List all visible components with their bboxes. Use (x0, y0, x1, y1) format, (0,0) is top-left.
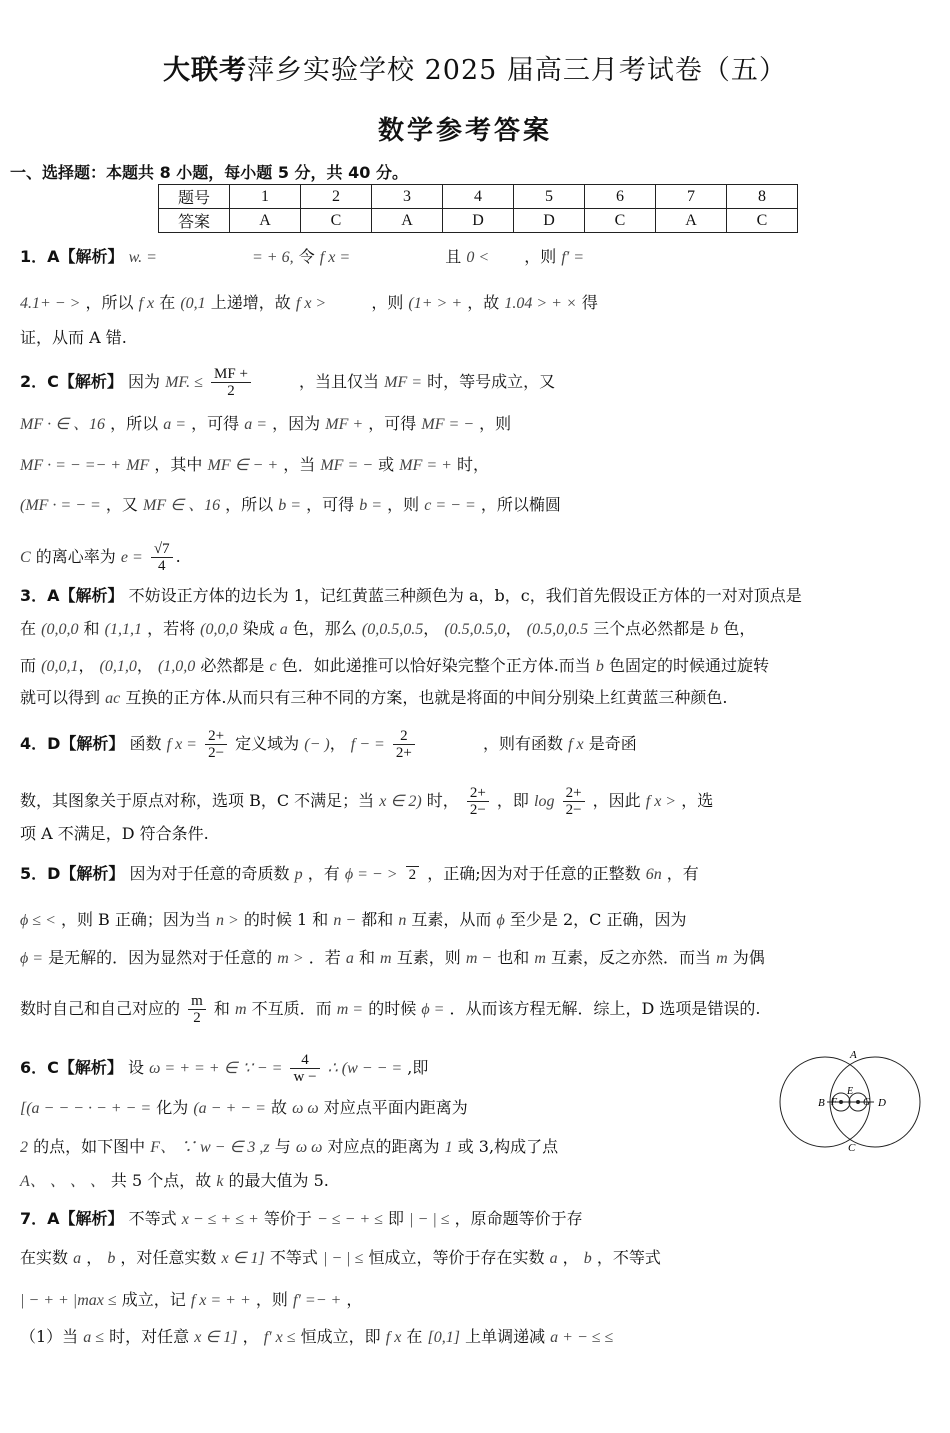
text: ，因此 (592, 791, 641, 810)
solution-4-line-1: 4．D【解析】 函数 f x = $\frac{2+}{2-}$ 定义域为 (− )， f − = $\frac{2}{2+}$ ，则有函数 f x 是奇函 (20, 728, 637, 761)
math-expr: n > (215, 912, 239, 929)
fraction-denominator: w − (293, 1069, 317, 1085)
math-expr: a = (163, 416, 187, 433)
solution-1-line-3: 证，从而 A 错. (20, 328, 127, 347)
text: 恒成立，即 (300, 1327, 381, 1346)
solution-tag: 2．C【解析】 (20, 372, 123, 391)
math-expr: n − (333, 912, 357, 929)
solution-2-line-1 (20, 366, 555, 399)
solution-4-line-3: 项 A 不满足，D 符合条件. (20, 824, 209, 843)
math-expr: | − | ≤ (322, 1250, 364, 1267)
math-expr: a = (244, 416, 268, 433)
text: ， (86, 1248, 103, 1267)
math-expr: x ∈ 1] (221, 1250, 265, 1267)
math-expr: 6n (645, 866, 662, 883)
math-expr: m = (336, 1001, 364, 1018)
text: ，可得 (191, 414, 240, 433)
math-expr: ϕ = − > (344, 866, 398, 883)
text: 在 (159, 293, 176, 312)
fraction-numerator: m (188, 993, 206, 1010)
fraction-numerator: 2 (393, 728, 415, 745)
math-expr: ϕ (496, 912, 505, 929)
math-expr: [(a − − − · − + − = (20, 1100, 152, 1117)
text: 设 (127, 1058, 144, 1077)
math-expr: b (710, 621, 719, 638)
text: 时， (426, 791, 459, 810)
math-expr: f x (385, 1329, 402, 1346)
math-expr: [0,1] (427, 1329, 460, 1346)
solution-4-line-2 (20, 785, 713, 818)
math-expr: C (20, 549, 31, 566)
solution-tag: 7．A【解析】 (20, 1209, 124, 1228)
text: 对应点平面内距离为 (323, 1098, 468, 1117)
text: 上递增，故 (210, 293, 291, 312)
text: 得 (581, 293, 598, 312)
text: ，则 B 正确；因为当 (60, 910, 211, 929)
text: 时，等号成立，又 (427, 372, 556, 391)
text: 在 (20, 619, 37, 638)
solution-3-line-2: 在 (0,0,0 和 (1,1,1 ，若将 (0,0,0 染成 a 色，那么 (0,0.5,0.5， (0.5,0.5,0， (0.5,0,0.5 三个点必然都是 b 色， (20, 619, 756, 638)
text: （1）当 (20, 1327, 79, 1346)
solution-6-line-4 (20, 1171, 329, 1192)
text: ，有 (307, 864, 340, 883)
math-expr: e = (120, 549, 143, 566)
text: 和 (83, 619, 100, 638)
text: 函数 (129, 734, 162, 753)
text: ，则 (524, 247, 557, 266)
text: 在 (406, 1327, 423, 1346)
text: 必然都是 (200, 656, 265, 675)
text: ，又 (105, 495, 138, 514)
table-cell: A (656, 209, 727, 233)
math-expr: MF = − (320, 457, 374, 474)
math-expr: MF + (325, 416, 364, 433)
table-cell: 6 (585, 185, 656, 209)
text: 和 (213, 999, 230, 1018)
text: 因为 (127, 372, 160, 391)
math-expr: n (398, 912, 407, 929)
text: 色．如此递推可以恰好染完整个正方体.而当 (281, 656, 591, 675)
math-expr: b (107, 1250, 116, 1267)
math-expr: | − + + |max ≤ (20, 1292, 117, 1309)
text: 不等式 (128, 1209, 177, 1228)
text: ，选 (681, 791, 714, 810)
text: ，故 (467, 293, 500, 312)
math-expr: k (216, 1173, 224, 1190)
fraction (406, 866, 420, 883)
math-expr: MF. ≤ (165, 374, 203, 391)
text: ，有 (666, 864, 699, 883)
math-expr: MF = − (421, 416, 475, 433)
text: 就可以得到 (20, 688, 101, 707)
text: 上单调递减 (465, 1327, 546, 1346)
solution-1-line-1 (20, 247, 584, 268)
math-expr: p (294, 866, 303, 883)
math-expr: MF (126, 457, 150, 474)
label-f: F (831, 1097, 838, 1108)
table-cell: D (514, 209, 585, 233)
text: 或 (378, 455, 395, 474)
section-heading: 一、选择题：本题共 8 小题，每小题 5 分，共 40 分。 (10, 163, 408, 182)
text: 共 5 个点，故 (110, 1171, 212, 1190)
text: 三个点必然都是 (593, 619, 706, 638)
text: ，则 (387, 495, 420, 514)
solution-tag: 6．C【解析】 (20, 1058, 123, 1077)
text: 时，对任意 (109, 1327, 190, 1346)
label-b: B (818, 1097, 825, 1109)
text: 是无解的．因为显然对于任意的 (48, 948, 273, 967)
math-expr: a (549, 1250, 558, 1267)
fraction-denominator: 2− (565, 802, 582, 818)
text: ，对任意实数 (120, 1248, 217, 1267)
table-row-numbers (159, 185, 798, 209)
text: ，原命题等价于存 (454, 1209, 583, 1228)
solution-2-line-2 (20, 414, 511, 435)
math-expr: ω ω (292, 1100, 319, 1117)
text: ，不等式 (596, 1248, 661, 1267)
fraction (205, 728, 227, 761)
math-expr: ∵ − = (242, 1060, 283, 1077)
text: 至少是 2，C 正确，因为 (509, 910, 687, 929)
text: 互素，则 (396, 948, 461, 967)
math-expr: (0.5,0,0.5 (526, 621, 589, 638)
text: 故 (270, 1098, 287, 1117)
math-expr: a + − ≤ ≤ (550, 1329, 614, 1346)
text: 的时候 (368, 999, 417, 1018)
text: ，正确;因为对于任意的正整数 (427, 864, 641, 883)
fraction-denominator: 2 (227, 383, 235, 399)
math-expr: ac (105, 690, 121, 707)
math-expr: ω = + = + ∈ (149, 1060, 238, 1077)
label-c: C (848, 1142, 856, 1154)
table-cell: C (301, 209, 372, 233)
fraction-denominator: 2 (193, 1010, 201, 1026)
fraction-denominator: 2+ (395, 745, 412, 761)
fraction-numerator: √7 (151, 541, 173, 558)
math-expr: 4.1+ − > (20, 295, 81, 312)
solution-tag: 5．D【解析】 (20, 864, 125, 883)
math-expr: | − | ≤ (409, 1211, 450, 1228)
math-expr: 1.04 > + × (504, 295, 577, 312)
fraction (563, 785, 585, 818)
text: 不妨设正方体的边长为 1，记红黄蓝三种颜色为 a，b，c，我们首先假设正方体的一对对顶点是 (128, 586, 802, 605)
solution-1-line-2 (20, 293, 598, 314)
table-cell-label: 答案 (159, 209, 230, 233)
fraction-numerator: 4 (290, 1052, 319, 1069)
fraction-denominator: 2− (469, 802, 486, 818)
text: ，其中 (154, 455, 203, 474)
fraction (151, 541, 173, 574)
table-cell: 4 (443, 185, 514, 209)
solution-5-line-1 (20, 864, 699, 885)
math-expr: f x = + + (190, 1292, 251, 1309)
exam-title-text: 萍乡实验学校 2025 届高三月考试卷（五） (247, 55, 787, 86)
math-expr: (0,0.5,0.5 (361, 621, 424, 638)
text: ，当且仅当 (299, 372, 380, 391)
text: 不等式 (269, 1248, 318, 1267)
fraction-denominator: 4 (157, 558, 166, 574)
text: 不互质．而 (251, 999, 332, 1018)
math-expr: a (279, 621, 288, 638)
math-expr: (1,0,0 (157, 658, 196, 675)
solution-3-line-3: 而 (0,0,1， (0,1,0， (1,0,0 必然都是 c 色．如此递推可以恰好染完整个正方体.而当 b 色固定的时候通过旋转 (20, 656, 769, 675)
text: 互素，从而 (411, 910, 492, 929)
solution-tag: 1．A【解析】 (20, 247, 124, 266)
math-expr: a (345, 950, 354, 967)
text: 互换的正方体.从而只有三种不同的方案，也就是将面的中间分别染上红黄蓝三种颜色. (125, 688, 728, 707)
brand-name: 大联考 (163, 55, 248, 86)
math-expr: f x = (319, 249, 351, 266)
text: 恒成立，等价于存在实数 (368, 1248, 545, 1267)
text: ．若 (308, 948, 341, 967)
text: ，则 (479, 414, 512, 433)
text: 色， (723, 619, 756, 638)
math-expr: MF = + (399, 457, 452, 474)
table-cell: 7 (656, 185, 727, 209)
math-expr: x − ≤ + ≤ + (181, 1211, 259, 1228)
math-expr: ϕ = (421, 1001, 445, 1018)
table-cell: 8 (727, 185, 798, 209)
math-expr: A、 、 、 、 (20, 1173, 106, 1190)
text: ，则 (255, 1290, 288, 1309)
solution-5-line-2 (20, 910, 687, 931)
math-expr: ϕ = (20, 950, 44, 967)
solution-5-line-4 (20, 993, 761, 1026)
text: ， (242, 1327, 259, 1346)
text: 的最大值为 5. (228, 1171, 329, 1190)
text: ．从而该方程无解．综上，D 选项是错误的. (449, 999, 761, 1018)
text: 互素，反之亦然．而当 (551, 948, 712, 967)
text: ，所以 (225, 495, 274, 514)
text: 令 (298, 247, 315, 266)
text: 等价于 (263, 1209, 312, 1228)
math-expr: a (73, 1250, 82, 1267)
math-expr: 0 < (466, 249, 490, 266)
page-subtitle: 数学参考答案 (377, 116, 552, 146)
point-g (856, 1100, 860, 1104)
math-expr: b (583, 1250, 592, 1267)
math-expr: m (534, 950, 546, 967)
exam-title (0, 48, 950, 87)
math-expr: w. = (128, 249, 157, 266)
table-cell: 1 (230, 185, 301, 209)
math-expr: x ∈ 1] (194, 1329, 238, 1346)
table-cell: C (585, 209, 656, 233)
math-expr: c = − = (424, 497, 476, 514)
math-expr: m > (277, 950, 304, 967)
solution-2-line-3 (20, 455, 489, 476)
solution-7-line-2 (20, 1248, 661, 1269)
math-expr: f x = (166, 736, 197, 753)
math-expr: 2 (20, 1139, 28, 1156)
text: 化为 (156, 1098, 189, 1117)
answer-table (158, 184, 798, 233)
math-expr: f x > (295, 295, 327, 312)
math-expr: MF = (384, 374, 423, 391)
label-g: G (863, 1097, 871, 1108)
math-expr: ω ω (295, 1139, 323, 1156)
math-expr: f′ x ≤ (263, 1329, 296, 1346)
math-expr: − ≤ − + ≤ (317, 1211, 383, 1228)
label-a: A (850, 1049, 857, 1061)
circles-diagram (778, 1045, 928, 1155)
text: ，当 (283, 455, 316, 474)
math-expr: b (595, 658, 604, 675)
math-expr: = + 6, (252, 249, 294, 266)
text: 色固定的时候通过旋转 (608, 656, 769, 675)
math-expr: (0,0,0 (200, 621, 238, 638)
text: 数时自己和自己对应的 (20, 999, 181, 1018)
text: ，若将 (147, 619, 196, 638)
math-expr: log (534, 793, 555, 810)
text: ，所以 (110, 414, 159, 433)
math-expr: (MF · = − = (20, 497, 101, 514)
text: 的时候 1 和 (243, 910, 329, 929)
math-expr: b = (359, 497, 383, 514)
table-cell: C (727, 209, 798, 233)
text: ， (562, 1248, 579, 1267)
point-f (839, 1100, 843, 1104)
solution-7-line-4 (20, 1327, 613, 1348)
text: 定义域为 (235, 734, 300, 753)
fraction-numerator: 2+ (467, 785, 489, 802)
math-expr: x ∈ 2) (379, 793, 422, 810)
text: 即 (388, 1209, 405, 1228)
text: 与 (274, 1137, 291, 1156)
math-expr: (1+ > + (408, 295, 463, 312)
text: 或 3,构成了点 (457, 1137, 559, 1156)
text: ， (346, 1290, 363, 1309)
math-expr: MF ∈ 、16 (143, 497, 221, 514)
table-cell: D (443, 209, 514, 233)
math-expr: (0.5,0.5,0 (444, 621, 506, 638)
text: ，则 (371, 293, 404, 312)
math-expr: f x (138, 295, 155, 312)
math-expr: a ≤ (83, 1329, 105, 1346)
table-cell-label: 题号 (159, 185, 230, 209)
table-cell: 2 (301, 185, 372, 209)
text: 在实数 (20, 1248, 69, 1267)
math-expr: m (234, 1001, 247, 1018)
table-cell: A (230, 209, 301, 233)
math-expr: f x > (645, 793, 677, 810)
text: 时， (457, 455, 490, 474)
text: 数，其图象关于原点对称，选项 B，C 不满足；当 (20, 791, 375, 810)
math-expr: m − (465, 950, 493, 967)
math-expr: (− ) (304, 736, 330, 753)
math-expr: ∴ (w − − = (327, 1060, 403, 1077)
solution-3-line-4 (20, 688, 728, 709)
text: 色，那么 (292, 619, 357, 638)
math-expr: m (716, 950, 728, 967)
fraction (467, 785, 489, 818)
text: 因为对于任意的奇质数 (129, 864, 290, 883)
text: ，即 (496, 791, 529, 810)
math-expr: MF · = − =− + (20, 457, 122, 474)
text: ，因为 (272, 414, 321, 433)
label-d: D (878, 1097, 886, 1109)
math-expr: F、 ∵ w − ∈ 3 ,z (150, 1139, 270, 1156)
fraction-denominator: 2 (408, 867, 417, 883)
math-expr: m (380, 950, 392, 967)
solution-tag: 3．A【解析】 (20, 586, 124, 605)
fraction (188, 993, 206, 1026)
text: 和 (358, 948, 375, 967)
text: 也和 (497, 948, 530, 967)
math-expr: (a − + − = (193, 1100, 266, 1117)
solution-6-line-3 (20, 1137, 558, 1158)
text: 对应点的距离为 (327, 1137, 440, 1156)
fraction-numerator: 2+ (205, 728, 227, 745)
solution-7-line-1 (20, 1209, 583, 1230)
text: 的点，如下图中 (33, 1137, 146, 1156)
fraction (290, 1052, 319, 1085)
math-expr: f − = (350, 736, 385, 753)
table-row-answers (159, 209, 798, 233)
math-expr: (0,1,0 (99, 658, 137, 675)
table-cell: A (372, 209, 443, 233)
text: 成立，记 (121, 1290, 186, 1309)
label-e: E (847, 1086, 854, 1097)
text: ，可得 (306, 495, 355, 514)
table-cell: 5 (514, 185, 585, 209)
solution-tag: 4．D【解析】 (20, 734, 125, 753)
text: 都和 (361, 910, 394, 929)
text: ，所以椭圆 (480, 495, 561, 514)
math-expr: (1,1,1 (104, 621, 142, 638)
solution-6-line-1 (20, 1052, 428, 1085)
text: ，所以 (85, 293, 134, 312)
text: 的离心率为 (35, 547, 116, 566)
math-expr: f′ =− + (292, 1292, 342, 1309)
math-expr: f′ = (561, 249, 585, 266)
math-expr: (0,0,0 (41, 621, 79, 638)
fraction-numerator: MF + (211, 366, 251, 383)
fraction (393, 728, 415, 761)
math-expr: b = (278, 497, 302, 514)
math-expr: c (269, 658, 277, 675)
solution-6-line-2 (20, 1098, 468, 1119)
math-expr: 1 (444, 1139, 453, 1156)
text: 且 (445, 247, 462, 266)
fraction-denominator: 2− (208, 745, 225, 761)
text: 是奇函 (588, 734, 637, 753)
math-expr: (0,0,1 (41, 658, 79, 675)
math-expr: (0,1 (180, 295, 206, 312)
math-expr: MF ∈ − + (207, 457, 279, 474)
math-expr: ϕ ≤ < (20, 912, 56, 929)
solution-5-line-3 (20, 948, 765, 969)
text: ,即 (407, 1058, 429, 1077)
solution-2-line-4 (20, 495, 561, 516)
solution-3-line-1 (20, 586, 802, 606)
table-cell: 3 (372, 185, 443, 209)
text: 为偶 (732, 948, 765, 967)
text: 而 (20, 656, 37, 675)
text: 染成 (242, 619, 275, 638)
text: ，可得 (368, 414, 417, 433)
fraction (211, 366, 251, 399)
math-expr: f x (568, 736, 584, 753)
text: ，则有函数 (482, 734, 563, 753)
solution-7-line-3 (20, 1290, 362, 1311)
math-expr: MF · ∈ 、16 (20, 416, 106, 433)
fraction-numerator: 2+ (563, 785, 585, 802)
solution-2-line-5: C 的离心率为 e = $\frac{√7}{4}$ . (20, 541, 181, 574)
